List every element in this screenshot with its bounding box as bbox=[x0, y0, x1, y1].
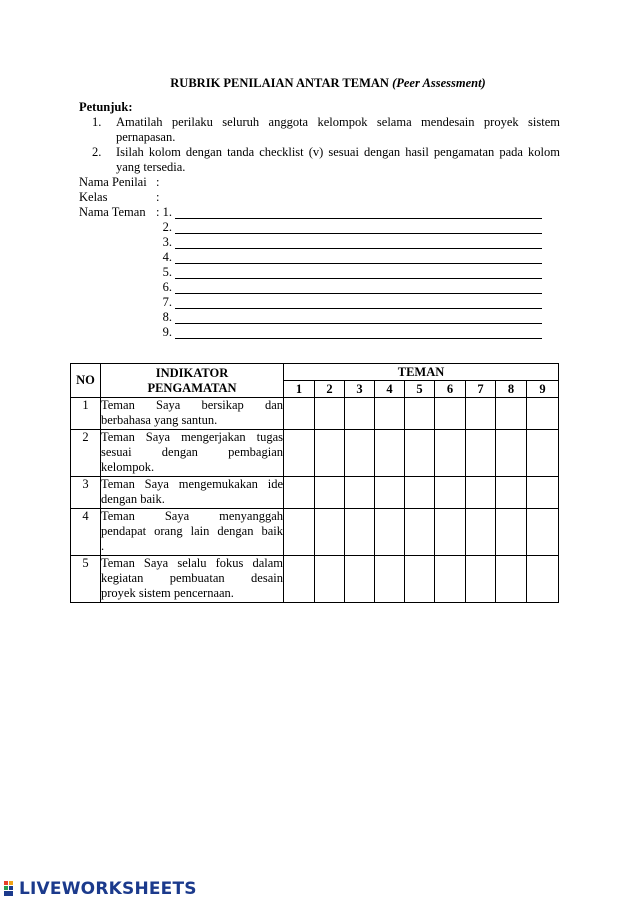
page-title bbox=[0, 76, 638, 91]
checkbox-cell[interactable] bbox=[345, 477, 375, 509]
peer-number: 8. bbox=[162, 310, 172, 324]
table-row bbox=[71, 430, 559, 477]
teman-number-header: 3 bbox=[345, 381, 375, 398]
table-header-row bbox=[71, 364, 559, 381]
peer-name-line[interactable] bbox=[160, 295, 542, 310]
indicator-line: dengan baik. bbox=[101, 492, 165, 506]
indicator-cell bbox=[101, 398, 284, 430]
checkbox-cell[interactable] bbox=[496, 477, 527, 509]
checkbox-cell[interactable] bbox=[405, 430, 435, 477]
checkbox-cell[interactable] bbox=[466, 430, 496, 477]
instruction-item-1 bbox=[92, 115, 560, 145]
peer-name-label: Nama Teman bbox=[79, 205, 146, 219]
row-number: 1 bbox=[71, 398, 101, 430]
blank-line bbox=[175, 308, 542, 309]
table-row bbox=[71, 556, 559, 603]
teman-number-header: 5 bbox=[405, 381, 435, 398]
checkbox-cell[interactable] bbox=[315, 398, 345, 430]
checkbox-cell[interactable] bbox=[435, 477, 466, 509]
checkbox-cell[interactable] bbox=[345, 509, 375, 556]
checkbox-cell[interactable] bbox=[345, 430, 375, 477]
teman-number-header: 1 bbox=[284, 381, 315, 398]
checkbox-cell[interactable] bbox=[405, 477, 435, 509]
assessor-name-colon: : bbox=[156, 175, 160, 189]
column-header-indicator bbox=[101, 364, 284, 398]
column-header-no: NO bbox=[71, 364, 101, 398]
peer-name-line[interactable] bbox=[160, 205, 542, 220]
blank-line bbox=[175, 218, 542, 219]
checkbox-cell[interactable] bbox=[466, 509, 496, 556]
teman-number-header: 7 bbox=[466, 381, 496, 398]
peer-name-line[interactable] bbox=[160, 220, 542, 235]
checkbox-cell[interactable] bbox=[527, 477, 559, 509]
blank-line bbox=[175, 338, 542, 339]
checkbox-cell[interactable] bbox=[375, 556, 405, 603]
indicator-line: pendapat orang lain dengan baik bbox=[101, 524, 283, 538]
checkbox-cell[interactable] bbox=[466, 477, 496, 509]
indicator-line: kegiatan pembuatan desain bbox=[101, 571, 283, 585]
checkbox-cell[interactable] bbox=[496, 398, 527, 430]
checkbox-cell[interactable] bbox=[496, 509, 527, 556]
checkbox-cell[interactable] bbox=[435, 556, 466, 603]
rubric-table bbox=[70, 363, 559, 603]
peer-number: 9. bbox=[162, 325, 172, 339]
checkbox-cell[interactable] bbox=[315, 430, 345, 477]
checkbox-cell[interactable] bbox=[284, 398, 315, 430]
checkbox-cell[interactable] bbox=[375, 509, 405, 556]
class-colon: : bbox=[156, 190, 160, 204]
blank-line bbox=[175, 263, 542, 264]
blank-line bbox=[175, 293, 542, 294]
checkbox-cell[interactable] bbox=[405, 398, 435, 430]
indicator-cell bbox=[101, 509, 284, 556]
indicator-line: Teman Saya mengerjakan tugas bbox=[101, 430, 283, 444]
instruction-number: 2. bbox=[92, 145, 102, 159]
checkbox-cell[interactable] bbox=[315, 509, 345, 556]
checkbox-cell[interactable] bbox=[345, 556, 375, 603]
checkbox-cell[interactable] bbox=[527, 509, 559, 556]
class-label: Kelas bbox=[79, 190, 108, 204]
teman-number-header: 9 bbox=[527, 381, 559, 398]
peer-number: 6. bbox=[162, 280, 172, 294]
assessor-name-label: Nama Penilai bbox=[79, 175, 147, 189]
blank-line bbox=[175, 233, 542, 234]
checkbox-cell[interactable] bbox=[435, 398, 466, 430]
indicator-line: Teman Saya mengemukakan ide bbox=[101, 477, 283, 491]
checkbox-cell[interactable] bbox=[496, 556, 527, 603]
checkbox-cell[interactable] bbox=[405, 509, 435, 556]
peer-number: 2. bbox=[162, 220, 172, 234]
checkbox-cell[interactable] bbox=[466, 556, 496, 603]
indicator-header-line2: PENGAMATAN bbox=[147, 380, 237, 395]
checkbox-cell[interactable] bbox=[375, 477, 405, 509]
indicator-line: berbahasa yang santun. bbox=[101, 413, 218, 427]
checkbox-cell[interactable] bbox=[435, 430, 466, 477]
peer-name-line[interactable] bbox=[160, 250, 542, 265]
checkbox-cell[interactable] bbox=[375, 398, 405, 430]
checkbox-cell[interactable] bbox=[405, 556, 435, 603]
peer-name-line[interactable] bbox=[160, 310, 542, 325]
peer-name-colon: : bbox=[156, 205, 160, 219]
title-main: RUBRIK PENILAIAN ANTAR TEMAN bbox=[170, 76, 389, 90]
indicator-line: kelompok. bbox=[101, 460, 155, 474]
blank-line bbox=[175, 323, 542, 324]
indicator-cell bbox=[101, 556, 284, 603]
checkbox-cell[interactable] bbox=[527, 430, 559, 477]
teman-number-header: 2 bbox=[315, 381, 345, 398]
checkbox-cell[interactable] bbox=[527, 398, 559, 430]
row-number: 3 bbox=[71, 477, 101, 509]
checkbox-cell[interactable] bbox=[345, 398, 375, 430]
indicator-line: Teman Saya menyanggah bbox=[101, 509, 283, 523]
peer-name-line[interactable] bbox=[160, 325, 542, 340]
checkbox-cell[interactable] bbox=[284, 430, 315, 477]
instructions-heading: Petunjuk: bbox=[79, 100, 133, 114]
peer-number: 7. bbox=[162, 295, 172, 309]
table-row bbox=[71, 509, 559, 556]
title-sub: (Peer Assessment) bbox=[392, 76, 486, 90]
table-row bbox=[71, 398, 559, 430]
liveworksheets-logo-icon bbox=[4, 881, 18, 897]
checkbox-cell[interactable] bbox=[435, 509, 466, 556]
row-number: 2 bbox=[71, 430, 101, 477]
checkbox-cell[interactable] bbox=[466, 398, 496, 430]
indicator-cell bbox=[101, 430, 284, 477]
teman-number-header: 8 bbox=[496, 381, 527, 398]
peer-name-line[interactable] bbox=[160, 280, 542, 295]
peer-name-line[interactable] bbox=[160, 265, 542, 280]
instruction-text: Amatilah perilaku seluruh anggota kelompok selama mendesain proyek sistem pernapasan. bbox=[116, 115, 560, 144]
checkbox-cell[interactable] bbox=[284, 556, 315, 603]
checkbox-cell[interactable] bbox=[284, 477, 315, 509]
indicator-line: Teman Saya selalu fokus dalam bbox=[101, 556, 283, 570]
row-number: 5 bbox=[71, 556, 101, 603]
teman-number-header: 6 bbox=[435, 381, 466, 398]
table-row bbox=[71, 477, 559, 509]
teman-number-header: 4 bbox=[375, 381, 405, 398]
peer-number: 1. bbox=[162, 205, 172, 219]
peer-number: 5. bbox=[162, 265, 172, 279]
peer-number: 3. bbox=[162, 235, 172, 249]
instruction-text: Isilah kolom dengan tanda checklist (v) sesuai dengan hasil pengamatan pada kolom yang tersedia. bbox=[116, 145, 560, 174]
column-header-teman: TEMAN bbox=[284, 364, 559, 381]
indicator-line: Teman Saya bersikap dan bbox=[101, 398, 283, 412]
checkbox-cell[interactable] bbox=[375, 430, 405, 477]
instruction-item-2 bbox=[92, 145, 560, 175]
blank-line bbox=[175, 248, 542, 249]
peer-number: 4. bbox=[162, 250, 172, 264]
checkbox-cell[interactable] bbox=[527, 556, 559, 603]
footer-brand: LIVEWORKSHEETS bbox=[19, 878, 197, 899]
indicator-line: . bbox=[101, 539, 105, 553]
peer-name-line[interactable] bbox=[160, 235, 542, 250]
checkbox-cell[interactable] bbox=[315, 556, 345, 603]
checkbox-cell[interactable] bbox=[496, 430, 527, 477]
footer-logo bbox=[4, 879, 197, 899]
indicator-line: sesuai dengan pembagian bbox=[101, 445, 283, 459]
indicator-line: proyek sistem pencernaan. bbox=[101, 586, 234, 600]
blank-line bbox=[175, 278, 542, 279]
rubric-body bbox=[71, 398, 559, 603]
row-number: 4 bbox=[71, 509, 101, 556]
indicator-cell bbox=[101, 477, 284, 509]
checkbox-cell[interactable] bbox=[284, 509, 315, 556]
instruction-number: 1. bbox=[92, 115, 102, 129]
indicator-header-line1: INDIKATOR bbox=[155, 365, 229, 380]
checkbox-cell[interactable] bbox=[315, 477, 345, 509]
